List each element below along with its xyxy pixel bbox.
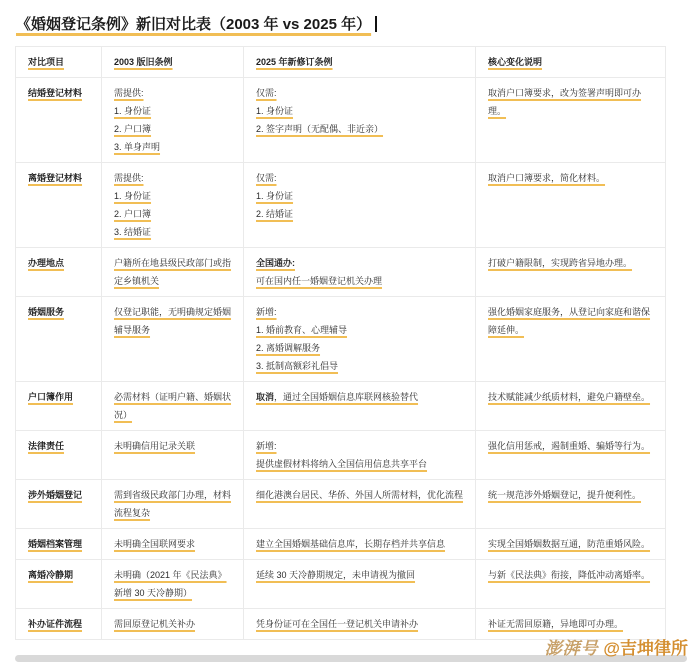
- cell-new-2025: [244, 609, 476, 640]
- text-line: [114, 303, 231, 339]
- column-header: [16, 47, 102, 78]
- text-segment: 婚姻服务: [28, 307, 65, 317]
- text-line: [114, 486, 231, 522]
- cell-change: [476, 163, 666, 248]
- text-line: [256, 102, 463, 120]
- text-segment: 离婚登记材料: [28, 173, 83, 183]
- text-line: [256, 120, 463, 138]
- table-header-row: [16, 47, 666, 78]
- column-header: [102, 47, 244, 78]
- text-segment: 必需材料（证明户籍、婚姻状况）: [114, 392, 232, 420]
- text-line: [114, 187, 231, 205]
- text-line: [114, 138, 231, 156]
- text-segment: 核心变化说明: [488, 57, 543, 67]
- cell-new-2025: [244, 297, 476, 382]
- text-segment: 技术赋能减少纸质材料，避免户籍壁垒。: [488, 392, 651, 402]
- text-line: [28, 566, 89, 584]
- text-segment: 2003 版旧条例: [114, 57, 173, 67]
- text-segment: 婚姻档案管理: [28, 539, 83, 549]
- text-line: [28, 437, 89, 455]
- text-segment: 全国通办:: [256, 258, 295, 268]
- cell-change: [476, 609, 666, 640]
- text-line: [488, 566, 653, 584]
- text-segment: 办理地点: [28, 258, 65, 268]
- text-line: [114, 53, 231, 71]
- text-line: [256, 437, 463, 455]
- text-segment: 2. 结婚证: [256, 209, 294, 219]
- cell-change: [476, 248, 666, 297]
- text-line: [488, 53, 653, 71]
- table-row: [16, 560, 666, 609]
- text-line: [256, 321, 463, 339]
- text-segment: 1. 身份证: [256, 191, 294, 201]
- text-line: [256, 455, 463, 473]
- text-segment: 需提供:: [114, 173, 144, 183]
- text-segment: 可在国内任一婚姻登记机关办理: [256, 276, 383, 286]
- cell-new-2025: [244, 78, 476, 163]
- text-line: [28, 53, 89, 71]
- cell-old-2003: [102, 529, 244, 560]
- cell-old-2003: [102, 609, 244, 640]
- cell-change: [476, 560, 666, 609]
- cell-change: [476, 382, 666, 431]
- text-segment: 2025 年新修订条例: [256, 57, 333, 67]
- text-segment: 2. 户口簿: [114, 209, 152, 219]
- table-row: [16, 480, 666, 529]
- text-segment: 统一规范涉外婚姻登记，提升便利性。: [488, 490, 642, 500]
- text-segment: 未明确（2021 年《民法典》新增 30 天冷静期）: [114, 570, 227, 598]
- cell-old-2003: [102, 431, 244, 480]
- text-line: [28, 486, 89, 504]
- text-segment: 强化信用惩戒，遏制重婚、骗婚等行为。: [488, 441, 651, 451]
- text-line: [488, 84, 653, 120]
- header-row: [16, 47, 666, 78]
- text-line: [488, 535, 653, 553]
- cell-change: [476, 431, 666, 480]
- cell-item: [16, 382, 102, 431]
- cell-old-2003: [102, 297, 244, 382]
- text-line: [256, 357, 463, 375]
- text-line: [114, 102, 231, 120]
- comparison-table: [15, 46, 666, 640]
- cell-item: [16, 560, 102, 609]
- text-segment: 强化婚姻家庭服务，从登记向家庭和谐保障延伸。: [488, 307, 651, 335]
- page-header: [16, 13, 690, 34]
- text-segment: 新增:: [256, 307, 277, 317]
- text-segment: 延续 30 天冷静期规定，未申请视为撤回: [256, 570, 416, 580]
- text-segment: 未明确全国联网要求: [114, 539, 196, 549]
- table-row: [16, 78, 666, 163]
- text-line: [114, 120, 231, 138]
- text-segment: 离婚冷静期: [28, 570, 74, 580]
- text-segment: 补证无需回原籍，异地即可办理。: [488, 619, 624, 629]
- column-header: [476, 47, 666, 78]
- text-segment: 建立全国婚姻基础信息库，长期存档并共享信息: [256, 539, 446, 549]
- table-row: [16, 529, 666, 560]
- text-segment: 需回原登记机关补办: [114, 619, 196, 629]
- text-segment: 1. 身份证: [114, 191, 152, 201]
- text-segment: ，通过全国婚姻信息库联网核验替代: [274, 392, 419, 402]
- text-line: [28, 615, 89, 633]
- text-line: [256, 535, 463, 553]
- text-segment: 未明确信用记录关联: [114, 441, 196, 451]
- text-segment: 实现全国婚姻数据互通，防范重婚风险。: [488, 539, 651, 549]
- text-segment: 户口簿作用: [28, 392, 74, 402]
- text-line: [28, 84, 89, 102]
- text-line: [114, 205, 231, 223]
- text-line: [28, 169, 89, 187]
- cell-old-2003: [102, 248, 244, 297]
- text-cursor: [375, 16, 377, 32]
- cell-new-2025: [244, 431, 476, 480]
- text-line: [488, 254, 653, 272]
- text-segment: 3. 结婚证: [114, 227, 152, 237]
- text-segment: 凭身份证可在全国任一登记机关申请补办: [256, 619, 419, 629]
- text-line: [114, 223, 231, 241]
- text-line: [28, 535, 89, 553]
- text-line: [256, 205, 463, 223]
- text-line: [488, 388, 653, 406]
- text-segment: 2. 签字声明（无配偶、非近亲）: [256, 124, 384, 134]
- text-segment: 取消户口簿要求，简化材料。: [488, 173, 606, 183]
- text-segment: 取消户口簿要求，改为签署声明即可办理。: [488, 88, 642, 116]
- table-row: [16, 248, 666, 297]
- text-segment: 2. 户口簿: [114, 124, 152, 134]
- text-line: [256, 84, 463, 102]
- text-segment: 仅登记职能，无明确规定婚姻辅导服务: [114, 307, 232, 335]
- text-line: [114, 615, 231, 633]
- cell-change: [476, 297, 666, 382]
- text-segment: 法律责任: [28, 441, 65, 451]
- text-line: [488, 437, 653, 455]
- text-segment: 1. 身份证: [256, 106, 294, 116]
- cell-new-2025: [244, 560, 476, 609]
- cell-change: [476, 529, 666, 560]
- cell-new-2025: [244, 163, 476, 248]
- text-line: [488, 303, 653, 339]
- text-segment: 1. 婚前教育、心理辅导: [256, 325, 348, 335]
- cell-item: [16, 297, 102, 382]
- table-body: [16, 78, 666, 640]
- text-segment: 补办证件流程: [28, 619, 83, 629]
- text-segment: 涉外婚姻登记: [28, 490, 83, 500]
- text-segment: 细化港澳台居民、华侨、外国人所需材料，优化流程: [256, 490, 464, 500]
- cell-item: [16, 609, 102, 640]
- watermark: [545, 636, 688, 662]
- cell-old-2003: [102, 382, 244, 431]
- text-segment: 与新《民法典》衔接，降低冲动离婚率。: [488, 570, 651, 580]
- text-segment: 打破户籍限制，实现跨省异地办理。: [488, 258, 633, 268]
- cell-old-2003: [102, 560, 244, 609]
- cell-new-2025: [244, 529, 476, 560]
- table-row: [16, 609, 666, 640]
- text-line: [114, 388, 231, 424]
- text-line: [256, 303, 463, 321]
- page-title: 《婚姻登记条例》新旧对比表（2003 年 vs 2025 年）: [16, 16, 372, 33]
- cell-change: [476, 480, 666, 529]
- text-segment: 户籍所在地县级民政部门或指定乡镇机关: [114, 258, 232, 286]
- cell-item: [16, 431, 102, 480]
- text-line: [256, 615, 463, 633]
- cell-old-2003: [102, 163, 244, 248]
- text-line: [256, 339, 463, 357]
- pengpai-logo: 澎湃号: [544, 639, 599, 658]
- text-segment: 仅需:: [256, 173, 277, 183]
- table-row: [16, 297, 666, 382]
- text-segment: 取消: [256, 392, 275, 402]
- cell-old-2003: [102, 480, 244, 529]
- watermark-account: @吉坤律所: [603, 639, 688, 658]
- cell-item: [16, 480, 102, 529]
- text-segment: 需到省级民政部门办理，材料流程复杂: [114, 490, 232, 518]
- table-row: [16, 431, 666, 480]
- text-line: [488, 615, 653, 633]
- text-line: [114, 84, 231, 102]
- text-segment: 仅需:: [256, 88, 277, 98]
- text-segment: 3. 抵制高额彩礼倡导: [256, 361, 339, 371]
- text-line: [488, 486, 653, 504]
- text-line: [114, 566, 231, 602]
- cell-item: [16, 248, 102, 297]
- text-segment: 结婚登记材料: [28, 88, 83, 98]
- text-segment: 3. 单身声明: [114, 142, 161, 152]
- text-line: [256, 53, 463, 71]
- text-segment: 提供虚假材料将纳入全国信用信息共享平台: [256, 459, 428, 469]
- text-segment: 新增:: [256, 441, 277, 451]
- text-segment: 对比项目: [28, 57, 65, 67]
- text-line: [256, 272, 463, 290]
- text-line: [114, 254, 231, 290]
- text-line: [256, 169, 463, 187]
- cell-new-2025: [244, 382, 476, 431]
- cell-old-2003: [102, 78, 244, 163]
- text-line: [488, 169, 653, 187]
- text-line: [256, 388, 463, 406]
- cell-new-2025: [244, 248, 476, 297]
- text-line: [114, 535, 231, 553]
- cell-change: [476, 78, 666, 163]
- table-row: [16, 163, 666, 248]
- text-line: [114, 169, 231, 187]
- text-line: [256, 187, 463, 205]
- text-line: [28, 388, 89, 406]
- cell-item: [16, 78, 102, 163]
- column-header: [244, 47, 476, 78]
- text-line: [256, 486, 463, 504]
- text-line: [256, 254, 463, 272]
- text-line: [28, 303, 89, 321]
- text-line: [28, 254, 89, 272]
- cell-new-2025: [244, 480, 476, 529]
- text-segment: 需提供:: [114, 88, 144, 98]
- text-line: [114, 437, 231, 455]
- text-line: [256, 566, 463, 584]
- text-segment: 1. 身份证: [114, 106, 152, 116]
- cell-item: [16, 163, 102, 248]
- table-row: [16, 382, 666, 431]
- cell-item: [16, 529, 102, 560]
- text-segment: 2. 离婚调解服务: [256, 343, 321, 353]
